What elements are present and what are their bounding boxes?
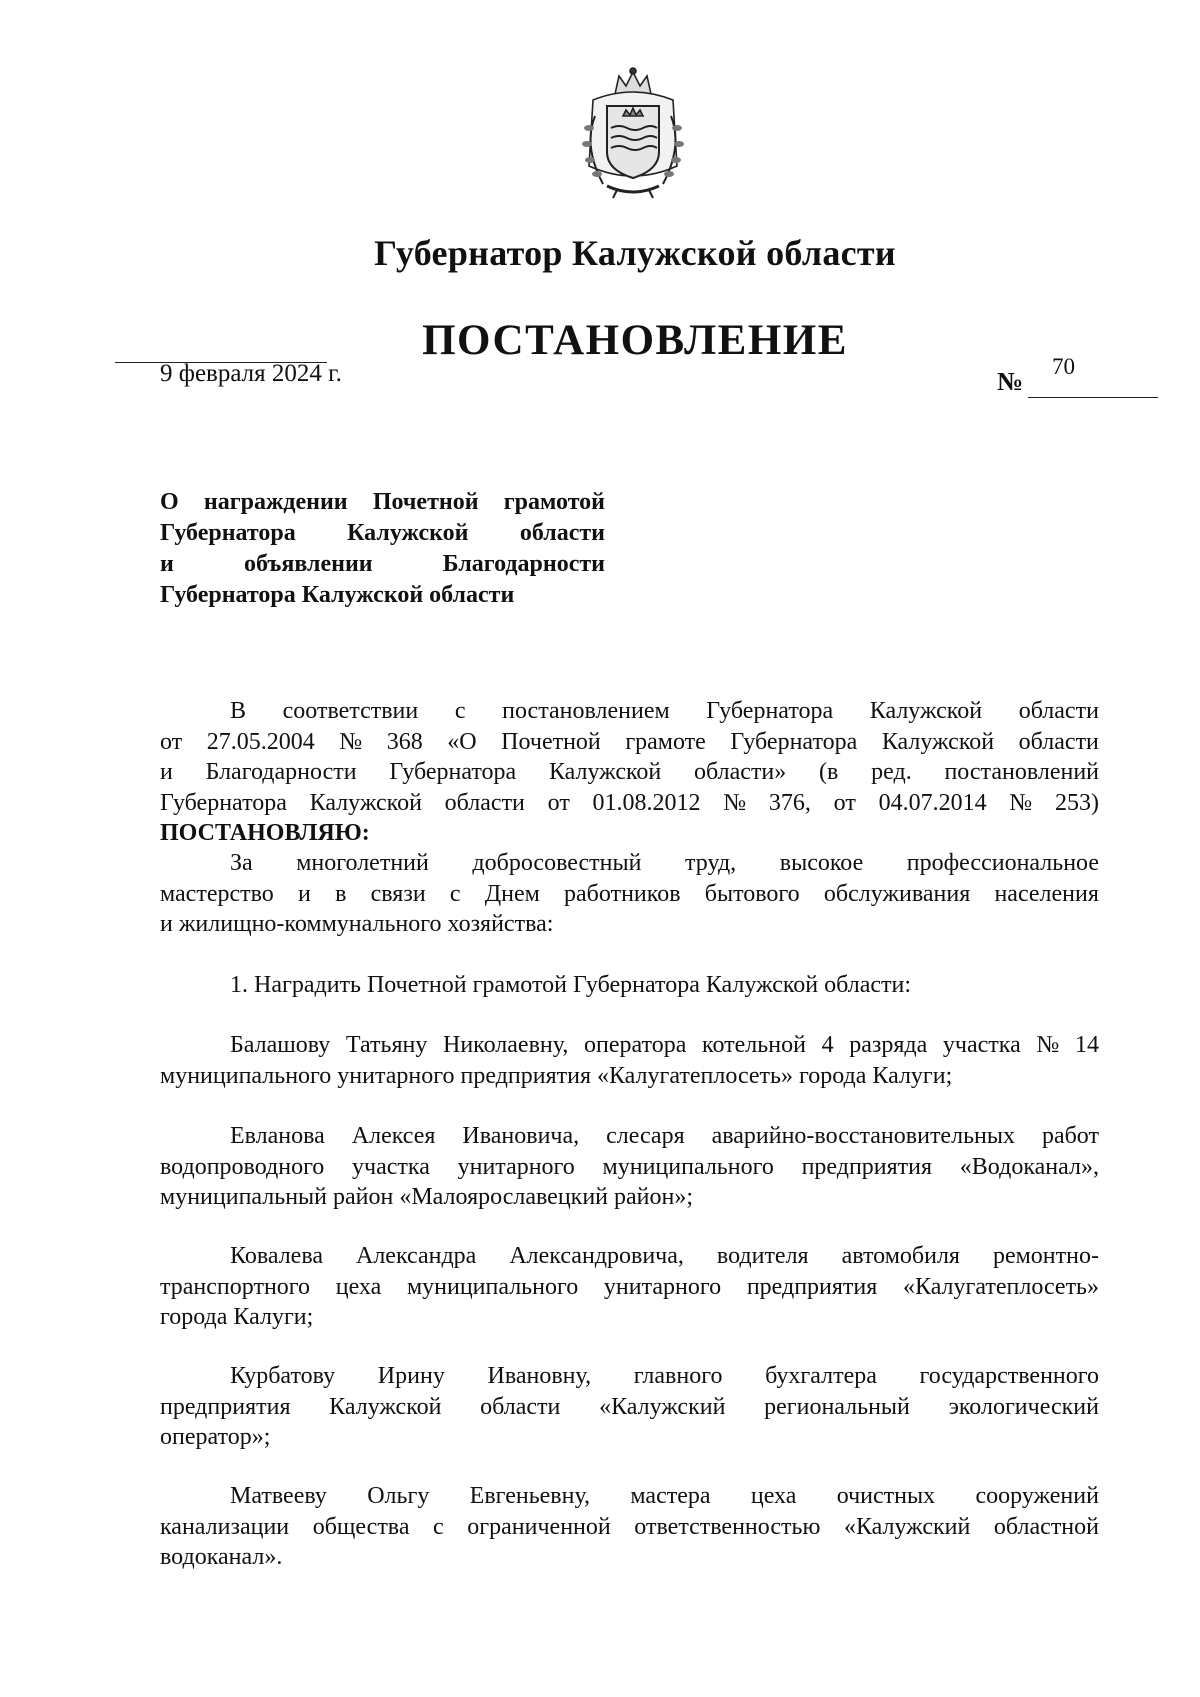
word: Почетной bbox=[372, 489, 479, 515]
text-line bbox=[160, 1121, 1099, 1152]
text-line bbox=[160, 788, 1099, 819]
word: Ивановну, bbox=[487, 1363, 592, 1389]
word: предприятия bbox=[801, 1153, 933, 1180]
number-underline bbox=[1028, 397, 1158, 398]
word: водопроводного bbox=[160, 1153, 325, 1180]
item-1-heading: 1. Наградить Почетной грамотой Губернатора Калужской области: bbox=[230, 972, 912, 998]
word: За bbox=[230, 850, 253, 876]
word: грамотой bbox=[503, 489, 605, 515]
word: бухгалтера bbox=[765, 1363, 877, 1389]
word: участка bbox=[352, 1153, 430, 1180]
text-line: водоканал». bbox=[160, 1544, 283, 1570]
text-line bbox=[160, 757, 1099, 788]
word: слесаря bbox=[606, 1123, 685, 1149]
word: «Калужский bbox=[599, 1393, 726, 1420]
word: «Калужский bbox=[843, 1513, 971, 1540]
text-line: и жилищно-коммунального хозяйства: bbox=[160, 911, 554, 937]
word: № bbox=[1036, 1032, 1060, 1058]
word: Калужской bbox=[881, 728, 995, 755]
word: обслуживания bbox=[823, 880, 971, 907]
word: 04.07.2014 bbox=[878, 789, 987, 816]
text-line bbox=[160, 1152, 1099, 1183]
word: Губернатора bbox=[389, 759, 517, 785]
word: с bbox=[449, 880, 461, 907]
word: О bbox=[160, 489, 179, 515]
word: объявлении bbox=[243, 551, 373, 577]
word: разряда bbox=[849, 1032, 928, 1058]
word: Александровича, bbox=[509, 1243, 684, 1269]
word: Губернатора bbox=[706, 698, 834, 724]
word: № bbox=[723, 789, 747, 816]
word: мастерство bbox=[160, 880, 274, 907]
word: Александра bbox=[356, 1243, 477, 1269]
word: Калужской bbox=[869, 698, 983, 724]
text-line bbox=[160, 696, 1099, 727]
text-line bbox=[160, 1392, 1099, 1423]
word: Ивановича, bbox=[462, 1123, 580, 1149]
word: очистных bbox=[836, 1483, 936, 1509]
word: от bbox=[547, 789, 570, 816]
word: грамоте bbox=[625, 728, 706, 755]
word: Калужской bbox=[309, 789, 422, 816]
text-line bbox=[160, 1272, 1099, 1303]
word: в bbox=[335, 880, 347, 907]
text-line bbox=[160, 487, 605, 518]
word: главного bbox=[633, 1363, 723, 1389]
text-line bbox=[160, 1361, 1099, 1392]
word: сооружений bbox=[975, 1483, 1099, 1509]
word: бытового bbox=[704, 880, 800, 907]
word: области bbox=[519, 520, 605, 546]
word: 01.08.2012 bbox=[592, 789, 701, 816]
text-line bbox=[160, 848, 1099, 879]
word: экологический bbox=[948, 1393, 1099, 1420]
word: работников bbox=[564, 880, 681, 907]
word: ред. bbox=[871, 759, 912, 785]
word: высокое bbox=[779, 850, 864, 876]
word: от bbox=[160, 728, 183, 755]
word: и bbox=[298, 880, 311, 907]
word: Губернатора bbox=[160, 789, 287, 816]
document-date: 9 февраля 2024 г. bbox=[160, 360, 342, 387]
word: Ирину bbox=[377, 1363, 445, 1389]
word: Губернатора bbox=[730, 728, 858, 755]
word: Губернатора bbox=[160, 520, 296, 546]
text-line bbox=[160, 879, 1099, 910]
word: 253) bbox=[1054, 789, 1099, 816]
text-line bbox=[160, 1030, 1099, 1061]
word: Николаевну, bbox=[443, 1032, 569, 1058]
word: многолетний bbox=[296, 850, 429, 876]
word: «О bbox=[447, 728, 477, 755]
kaluga-region-coat-of-arms-icon bbox=[573, 66, 693, 202]
issuer-title: Губернатор Калужской области bbox=[374, 233, 896, 273]
word: добросовестный bbox=[472, 850, 642, 876]
word: цеха bbox=[335, 1273, 382, 1300]
preamble-paragraph bbox=[160, 696, 1099, 849]
word: связи bbox=[370, 880, 426, 907]
reason-paragraph bbox=[160, 848, 1099, 940]
word: региональный bbox=[764, 1393, 910, 1420]
word: с bbox=[454, 698, 466, 724]
word: Евланова bbox=[230, 1123, 325, 1149]
document-type-title: ПОСТАНОВЛЕНИЕ bbox=[422, 317, 848, 364]
word: Ковалева bbox=[230, 1243, 323, 1269]
word: № bbox=[339, 728, 363, 755]
awardee-paragraph bbox=[160, 1121, 1099, 1213]
word: участка bbox=[942, 1032, 1021, 1058]
word: Калужской bbox=[347, 520, 469, 546]
awardee-paragraph bbox=[160, 1030, 1099, 1091]
word: Почетной bbox=[501, 728, 601, 755]
word: области bbox=[444, 789, 525, 816]
word: Матвееву bbox=[230, 1483, 327, 1509]
text-line: оператор»; bbox=[160, 1424, 271, 1450]
word: области bbox=[1018, 728, 1099, 755]
word: постановлений bbox=[944, 759, 1099, 785]
word: постановлением bbox=[502, 698, 670, 724]
document-number: 70 bbox=[1052, 354, 1075, 379]
word: работ bbox=[1041, 1123, 1099, 1149]
word: Калужской bbox=[548, 759, 662, 785]
word: муниципального bbox=[406, 1273, 579, 1300]
text-line bbox=[160, 1481, 1099, 1512]
awardee-paragraph bbox=[160, 1241, 1099, 1333]
word: 27.05.2004 bbox=[206, 728, 315, 755]
word: транспортного bbox=[160, 1273, 311, 1300]
word: автомобиля bbox=[841, 1243, 960, 1269]
text-line: муниципального унитарного предприятия «Калугатеплосеть» города Калуги; bbox=[160, 1062, 953, 1089]
word: труд, bbox=[685, 850, 737, 876]
word: Днем bbox=[484, 880, 540, 907]
text-line: Губернатора Калужской области bbox=[160, 582, 515, 608]
word: и bbox=[160, 759, 173, 785]
word: ремонтно- bbox=[992, 1243, 1099, 1269]
word: предприятия bbox=[160, 1393, 291, 1420]
word: области bbox=[1018, 698, 1099, 724]
text-line bbox=[160, 727, 1099, 758]
awardee-paragraph bbox=[160, 1481, 1099, 1573]
word: унитарного bbox=[603, 1273, 722, 1300]
word: 14 bbox=[1074, 1032, 1099, 1058]
word: от bbox=[833, 789, 856, 816]
word: Татьяну bbox=[345, 1032, 428, 1058]
word: соответствии bbox=[282, 698, 419, 724]
word: Ольгу bbox=[367, 1483, 430, 1509]
word: общества bbox=[312, 1513, 410, 1540]
word: Курбатову bbox=[230, 1363, 336, 1389]
word: области bbox=[480, 1393, 561, 1420]
word: муниципального bbox=[602, 1153, 774, 1180]
word: аварийно-восстановительных bbox=[711, 1123, 1015, 1149]
word: Благодарности bbox=[442, 551, 605, 577]
text-line: ПОСТАНОВЛЯЮ: bbox=[160, 820, 370, 846]
word: ограниченной bbox=[467, 1513, 611, 1540]
word: Евгеньевну, bbox=[469, 1483, 591, 1509]
word: профессиональное bbox=[906, 850, 1099, 876]
word: 4 bbox=[821, 1032, 834, 1058]
word: № bbox=[1009, 789, 1033, 816]
awardee-paragraph bbox=[160, 1361, 1099, 1453]
text-line bbox=[160, 518, 605, 549]
word: водителя bbox=[716, 1243, 809, 1269]
word: 376, bbox=[768, 789, 811, 816]
text-line bbox=[160, 1512, 1099, 1543]
text-line: города Калуги; bbox=[160, 1304, 314, 1330]
document-subject bbox=[160, 487, 605, 611]
word: «Водоканал», bbox=[959, 1153, 1099, 1180]
word: Благодарности bbox=[205, 759, 357, 785]
word: государственного bbox=[919, 1363, 1099, 1389]
word: области» bbox=[694, 759, 787, 785]
word: Калужской bbox=[329, 1393, 442, 1420]
word: с bbox=[433, 1513, 444, 1540]
word: ответственностью bbox=[634, 1513, 821, 1540]
word: В bbox=[230, 698, 247, 724]
word: областной bbox=[993, 1513, 1099, 1540]
word: «Калугатеплосеть» bbox=[903, 1273, 1099, 1300]
word: Балашову bbox=[230, 1032, 331, 1058]
number-sign: № bbox=[997, 367, 1024, 396]
word: награждении bbox=[203, 489, 348, 515]
word: оператора bbox=[584, 1032, 687, 1058]
word: цеха bbox=[750, 1483, 797, 1509]
word: Алексея bbox=[351, 1123, 436, 1149]
word: и bbox=[160, 551, 174, 577]
word: унитарного bbox=[457, 1153, 575, 1180]
text-line: муниципальный район «Малоярославецкий район»; bbox=[160, 1184, 694, 1210]
word: (в bbox=[819, 759, 839, 785]
text-line bbox=[160, 549, 605, 580]
word: канализации bbox=[160, 1513, 290, 1540]
word: населения bbox=[994, 880, 1099, 907]
word: предприятия bbox=[746, 1273, 878, 1300]
word: 368 bbox=[386, 728, 423, 755]
word: мастера bbox=[630, 1483, 711, 1509]
text-line bbox=[160, 1241, 1099, 1272]
word: котельной bbox=[702, 1032, 806, 1058]
